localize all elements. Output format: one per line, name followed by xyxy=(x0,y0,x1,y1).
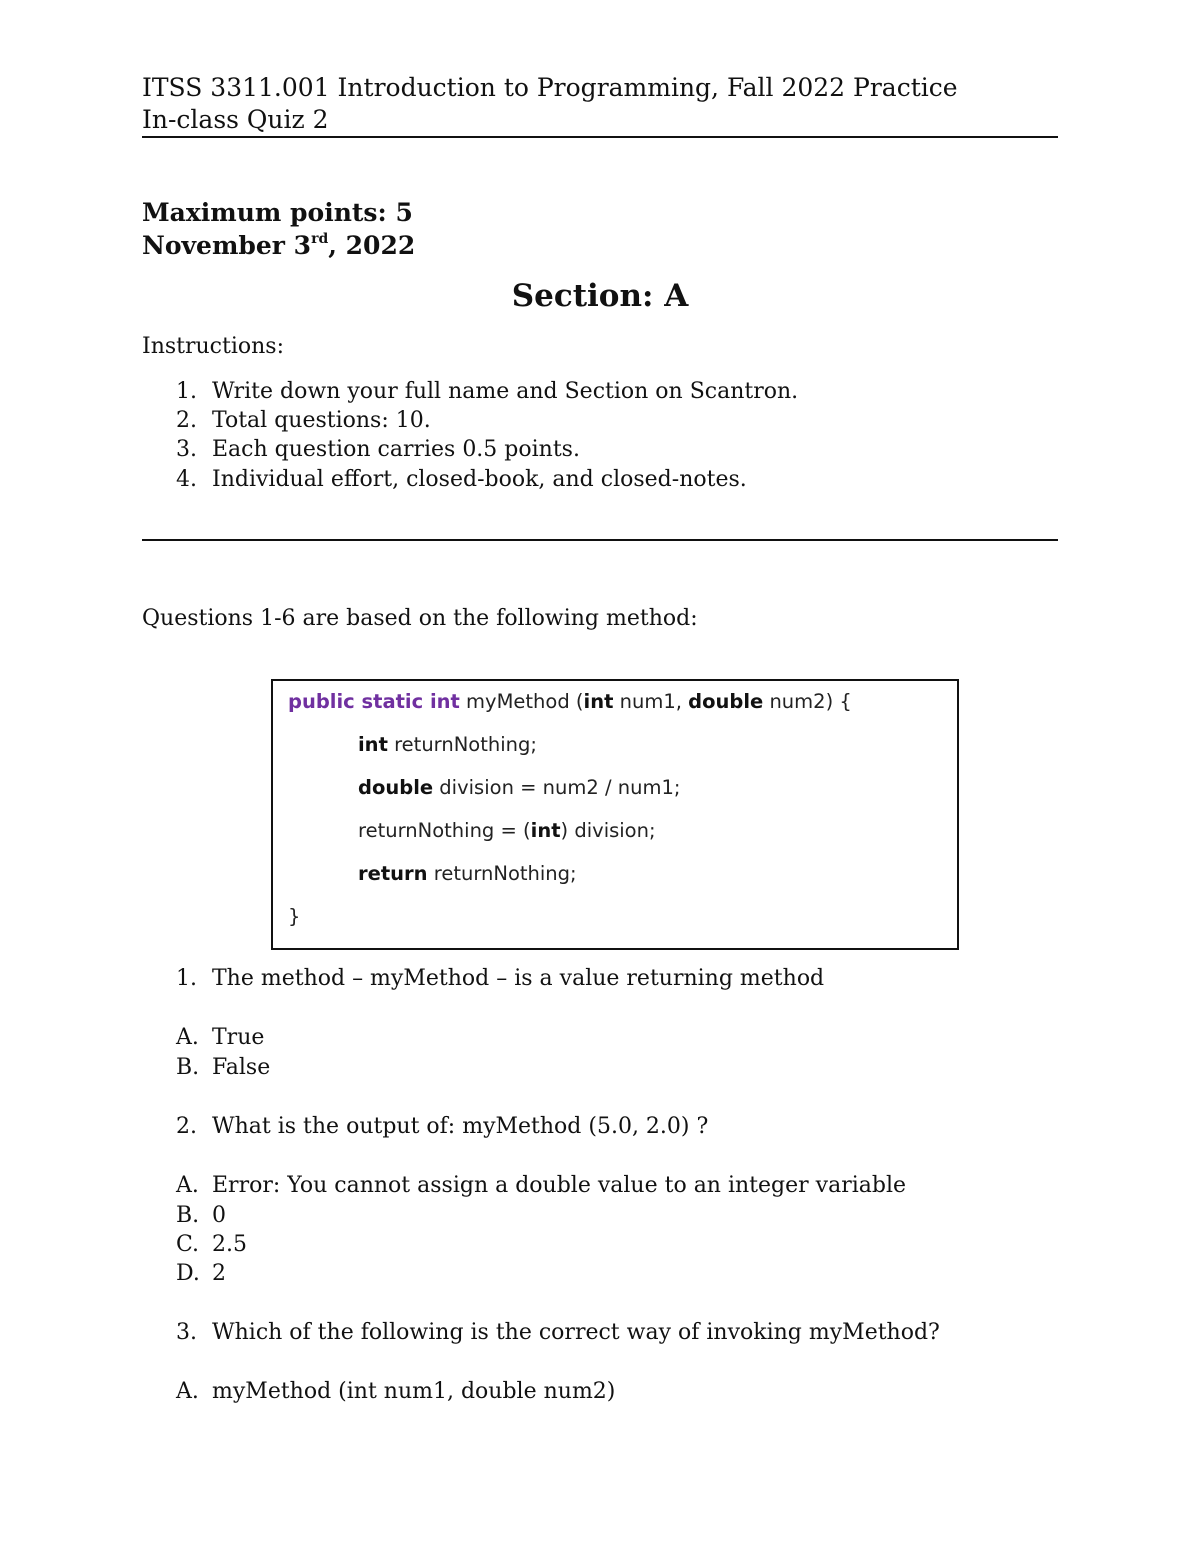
code-text: returnNothing; xyxy=(387,733,537,756)
code-keyword: public static int xyxy=(288,690,460,713)
question-2 xyxy=(176,1112,1036,1142)
code-text: num1, xyxy=(613,690,689,713)
code-line-cast xyxy=(358,818,656,844)
instruction-item xyxy=(176,435,1036,465)
header-rule xyxy=(142,136,1058,138)
code-line-close: } xyxy=(288,905,301,928)
code-keyword: double xyxy=(688,690,764,713)
answer-option xyxy=(176,1171,1036,1201)
instruction-item xyxy=(176,406,1036,436)
instruction-number: 1. xyxy=(176,379,197,404)
instruction-item xyxy=(176,377,1036,407)
instruction-text: Individual effort, closed-book, and closed-notes. xyxy=(212,467,747,492)
question-number: 1. xyxy=(176,966,197,991)
instruction-item xyxy=(176,465,1036,495)
code-line-declare xyxy=(358,732,537,758)
instruction-text: Write down your full name and Section on Scantron. xyxy=(212,379,799,404)
section-title: Section: A xyxy=(511,278,689,314)
option-text: True xyxy=(212,1025,265,1050)
option-letter: A. xyxy=(176,1173,199,1198)
instruction-number: 4. xyxy=(176,467,197,492)
instruction-text: Total questions: 10. xyxy=(212,408,431,433)
instruction-text: Each question carries 0.5 points. xyxy=(212,437,580,462)
option-text: Error: You cannot assign a double value to an integer variable xyxy=(212,1173,906,1198)
option-letter: C. xyxy=(176,1232,200,1257)
code-keyword: int xyxy=(358,733,388,756)
header-title-line1: ITSS 3311.001 Introduction to Programming, Fall 2022 Practice xyxy=(142,73,958,102)
option-text: 2 xyxy=(212,1261,226,1286)
code-text: ) division; xyxy=(560,819,656,842)
option-text: 0 xyxy=(212,1203,226,1228)
date-suffix: , 2022 xyxy=(328,231,416,260)
answer-option xyxy=(176,1023,1036,1053)
option-letter: A. xyxy=(176,1379,199,1404)
date-superscript: rd xyxy=(311,231,329,247)
max-points: Maximum points: 5 xyxy=(142,198,413,227)
instruction-number: 3. xyxy=(176,437,197,462)
option-text: 2.5 xyxy=(212,1232,247,1257)
option-letter: B. xyxy=(176,1055,200,1080)
option-letter: B. xyxy=(176,1203,200,1228)
code-text: myMethod ( xyxy=(459,690,584,713)
code-text: returnNothing; xyxy=(427,862,577,885)
answer-option xyxy=(176,1230,1036,1260)
question-number: 2. xyxy=(176,1114,197,1139)
quiz-date xyxy=(142,229,415,262)
section-divider xyxy=(142,539,1058,541)
question-text: The method – myMethod – is a value returning method xyxy=(212,966,825,991)
code-text: returnNothing = ( xyxy=(358,819,531,842)
question-text: Which of the following is the correct way of invoking myMethod? xyxy=(212,1320,940,1345)
question-text: What is the output of: myMethod (5.0, 2.0) ? xyxy=(212,1114,709,1139)
code-keyword: int xyxy=(530,819,561,842)
answer-option xyxy=(176,1053,1036,1083)
code-text: num2) { xyxy=(763,690,852,713)
instruction-number: 2. xyxy=(176,408,197,433)
answer-option xyxy=(176,1259,1036,1289)
code-keyword: return xyxy=(358,862,428,885)
code-line-division xyxy=(358,775,680,801)
option-letter: A. xyxy=(176,1025,199,1050)
code-line-return xyxy=(358,861,577,887)
code-keyword: int xyxy=(583,690,614,713)
answer-option xyxy=(176,1201,1036,1231)
code-line-signature xyxy=(288,689,852,715)
code-block xyxy=(271,679,959,950)
date-prefix: November 3 xyxy=(142,231,312,260)
questions-intro: Questions 1-6 are based on the following method: xyxy=(142,606,698,631)
code-keyword: double xyxy=(358,776,434,799)
option-letter: D. xyxy=(176,1261,200,1286)
question-number: 3. xyxy=(176,1320,197,1345)
code-text: division = num2 / num1; xyxy=(433,776,681,799)
instructions-label: Instructions: xyxy=(142,334,284,359)
question-3 xyxy=(176,1318,1036,1348)
option-text: myMethod (int num1, double num2) xyxy=(212,1379,616,1404)
header-title-line2: In-class Quiz 2 xyxy=(142,105,329,134)
option-text: False xyxy=(212,1055,271,1080)
answer-option xyxy=(176,1377,1036,1407)
question-1 xyxy=(176,964,1036,994)
